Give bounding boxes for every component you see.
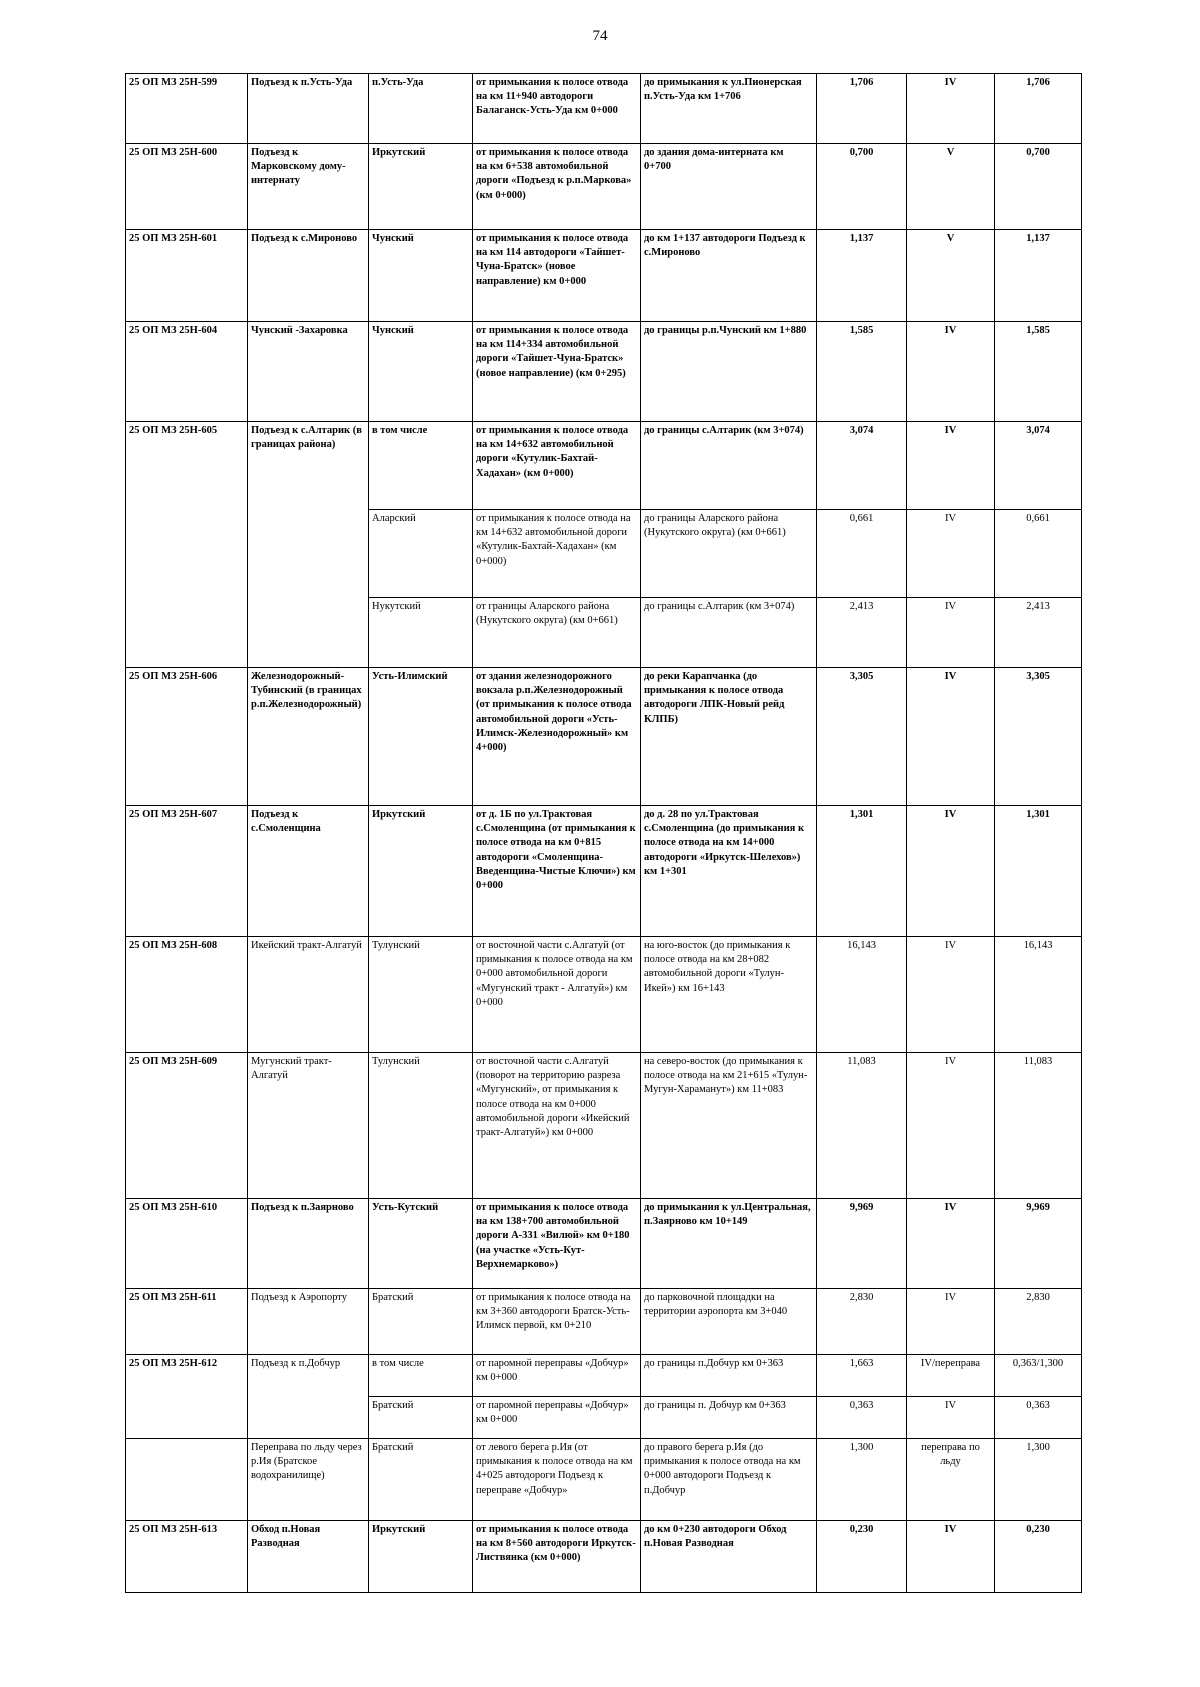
road-end: до границы с.Алтарик (км 3+074): [641, 422, 817, 510]
road-total: 2,413: [995, 598, 1082, 668]
road-end: до реки Карапчанка (до примыкания к полосе отвода автодороги ЛПК-Новый рейд КЛПБ): [641, 668, 817, 806]
road-category: IV: [907, 1053, 995, 1199]
road-length: 0,363: [817, 1397, 907, 1439]
road-start: от примыкания к полосе отвода на км 138+700 автомобильной дороги А-331 «Вилюй» км 0+180 (на участке «Усть-Кут-Верхнемарково»): [473, 1199, 641, 1289]
table-row: [126, 144, 1082, 230]
table-row: [126, 74, 1082, 144]
road-category: IV/переправа: [907, 1355, 995, 1397]
road-total: 16,143: [995, 937, 1082, 1053]
road-start: от примыкания к полосе отвода на км 6+538 автомобильной дороги «Подъезд к р.п.Маркова» (км 0+000): [473, 144, 641, 230]
road-length: 1,301: [817, 806, 907, 937]
road-district: Чунский: [369, 322, 473, 422]
road-total: 1,585: [995, 322, 1082, 422]
road-code: 25 ОП МЗ 25Н-601: [126, 230, 248, 322]
road-code: 25 ОП МЗ 25Н-611: [126, 1289, 248, 1355]
road-name: Переправа по льду через р.Ия (Братское водохранилище): [248, 1439, 369, 1521]
road-name: Обход п.Новая Разводная: [248, 1521, 369, 1593]
road-length: 1,137: [817, 230, 907, 322]
road-end: до границы п.Добчур км 0+363: [641, 1355, 817, 1397]
road-end: до здания дома-интерната км 0+700: [641, 144, 817, 230]
road-category: IV: [907, 1199, 995, 1289]
road-start: от границы Аларского района (Нукутского округа) (км 0+661): [473, 598, 641, 668]
road-code: 25 ОП МЗ 25Н-599: [126, 74, 248, 144]
road-category: IV: [907, 1289, 995, 1355]
road-length: 1,663: [817, 1355, 907, 1397]
road-length: 1,706: [817, 74, 907, 144]
road-start: от д. 1Б по ул.Трактовая с.Смоленщина (от примыкания к полосе отвода на км 0+815 автодороги «Смоленщина-Введенщина-Чистые Ключи») км 0+000: [473, 806, 641, 937]
road-district: Иркутский: [369, 1521, 473, 1593]
road-length: 2,413: [817, 598, 907, 668]
road-length: 1,585: [817, 322, 907, 422]
road-district: Усть-Кутский: [369, 1199, 473, 1289]
road-start: от восточной части с.Алгатуй (от примыкания к полосе отвода на км 0+000 автомобильной дороги «Мугунский тракт - Алгатуй») км 0+000: [473, 937, 641, 1053]
road-start: от здания железнодорожного вокзала р.п.Железнодорожный (от примыкания к полосе отвода автомобильной дороги «Усть-Илимск-Железнодорожный» км 4+000): [473, 668, 641, 806]
road-district: Братский: [369, 1439, 473, 1521]
road-end: до границы п. Добчур км 0+363: [641, 1397, 817, 1439]
road-start: от паромной переправы «Добчур» км 0+000: [473, 1355, 641, 1397]
road-total: 1,706: [995, 74, 1082, 144]
road-end: до км 0+230 автодороги Обход п.Новая Разводная: [641, 1521, 817, 1593]
road-district: в том числе: [369, 422, 473, 510]
road-category: IV: [907, 1521, 995, 1593]
road-district: Тулунский: [369, 937, 473, 1053]
road-code: 25 ОП МЗ 25Н-612: [126, 1355, 248, 1439]
road-district: Нукутский: [369, 598, 473, 668]
road-name: Подъезд к с.Алтарик (в границах района): [248, 422, 369, 668]
road-name: Подъезд к п.Заярново: [248, 1199, 369, 1289]
road-category: IV: [907, 422, 995, 510]
table-row: [126, 1355, 1082, 1397]
road-name: Чунский -Захаровка: [248, 322, 369, 422]
road-end: до км 1+137 автодороги Подъезд к с.Мироново: [641, 230, 817, 322]
road-end: до границы р.п.Чунский км 1+880: [641, 322, 817, 422]
road-end: на северо-восток (до примыкания к полосе отвода на км 21+615 «Тулун-Мугун-Хараманут») км 11+083: [641, 1053, 817, 1199]
road-district: в том числе: [369, 1355, 473, 1397]
road-name: Икейский тракт-Алгатуй: [248, 937, 369, 1053]
road-district: Братский: [369, 1397, 473, 1439]
road-length: 1,300: [817, 1439, 907, 1521]
table-row: [126, 322, 1082, 422]
road-category: IV: [907, 1397, 995, 1439]
road-name: Подъезд к с.Мироново: [248, 230, 369, 322]
road-length: 3,074: [817, 422, 907, 510]
road-district: Аларский: [369, 510, 473, 598]
page-number: 74: [592, 28, 608, 44]
road-district: Тулунский: [369, 1053, 473, 1199]
road-total: 3,305: [995, 668, 1082, 806]
road-district: п.Усть-Уда: [369, 74, 473, 144]
road-district: Братский: [369, 1289, 473, 1355]
road-length: 2,830: [817, 1289, 907, 1355]
road-total: 9,969: [995, 1199, 1082, 1289]
road-end: до парковочной площадки на территории аэропорта км 3+040: [641, 1289, 817, 1355]
table-row: [126, 937, 1082, 1053]
road-start: от примыкания к полосе отвода на км 8+560 автодороги Иркутск-Листвянка (км 0+000): [473, 1521, 641, 1593]
table-row: [126, 668, 1082, 806]
road-end: до д. 28 по ул.Трактовая с.Смоленщина (до примыкания к полосе отвода на км 14+000 автодороги «Иркутск-Шелехов») км 1+301: [641, 806, 817, 937]
road-name: Подъезд к Аэропорту: [248, 1289, 369, 1355]
road-code: 25 ОП МЗ 25Н-613: [126, 1521, 248, 1593]
table-row: [126, 806, 1082, 937]
road-length: 3,305: [817, 668, 907, 806]
table-row: [126, 1199, 1082, 1289]
road-name: Мугунский тракт-Алгатуй: [248, 1053, 369, 1199]
road-district: Усть-Илимский: [369, 668, 473, 806]
road-length: 0,661: [817, 510, 907, 598]
road-end: до правого берега р.Ия (до примыкания к полосе отвода на км 0+000 автодороги Подъезд к п.Добчур: [641, 1439, 817, 1521]
road-length: 11,083: [817, 1053, 907, 1199]
road-start: от примыкания к полосе отвода на км 114+334 автомобильной дороги «Тайшет-Чуна-Братск» (новое направление) (км 0+295): [473, 322, 641, 422]
road-category: V: [907, 230, 995, 322]
road-start: от примыкания к полосе отвода на км 3+360 автодороги Братск-Усть-Илимск первой, км 0+210: [473, 1289, 641, 1355]
road-code: 25 ОП МЗ 25Н-605: [126, 422, 248, 668]
road-total: 11,083: [995, 1053, 1082, 1199]
road-total: 3,074: [995, 422, 1082, 510]
road-code: [126, 1439, 248, 1521]
road-end: до границы Аларского района (Нукутского округа) (км 0+661): [641, 510, 817, 598]
roads-table: [125, 73, 1082, 1593]
road-start: от примыкания к полосе отвода на км 11+940 автодороги Балаганск-Усть-Уда км 0+000: [473, 74, 641, 144]
road-length: 9,969: [817, 1199, 907, 1289]
road-end: до примыкания к ул.Пионерская п.Усть-Уда км 1+706: [641, 74, 817, 144]
table-row: [126, 422, 1082, 510]
road-start: от восточной части с.Алгатуй (поворот на территорию разреза «Мугунский», от примыкания к полосе отвода на км 0+000 автомобильной дороги «Икейский тракт-Алгатуй») км 0+000: [473, 1053, 641, 1199]
road-start: от примыкания к полосе отвода на км 14+632 автомобильной дороги «Кутулик-Бахтай-Хадахан» (км 0+000): [473, 510, 641, 598]
road-district: Иркутский: [369, 806, 473, 937]
road-start: от примыкания к полосе отвода на км 114 автодороги «Тайшет-Чуна-Братск» (новое направление) км 0+000: [473, 230, 641, 322]
road-total: 0,661: [995, 510, 1082, 598]
table-row: [126, 1521, 1082, 1593]
road-length: 0,700: [817, 144, 907, 230]
road-district: Иркутский: [369, 144, 473, 230]
road-end: до примыкания к ул.Центральная, п.Заярново км 10+149: [641, 1199, 817, 1289]
road-end: до границы с.Алтарик (км 3+074): [641, 598, 817, 668]
road-total: 0,363: [995, 1397, 1082, 1439]
road-code: 25 ОП МЗ 25Н-608: [126, 937, 248, 1053]
road-code: 25 ОП МЗ 25Н-607: [126, 806, 248, 937]
road-total: 0,700: [995, 144, 1082, 230]
road-name: Подъезд к с.Смоленщина: [248, 806, 369, 937]
road-category: IV: [907, 668, 995, 806]
road-start: от левого берега р.Ия (от примыкания к полосе отвода на км 4+025 автодороги Подъезд к переправе «Добчур»: [473, 1439, 641, 1521]
road-code: 25 ОП МЗ 25Н-610: [126, 1199, 248, 1289]
road-code: 25 ОП МЗ 25Н-600: [126, 144, 248, 230]
table-row: [126, 230, 1082, 322]
road-code: 25 ОП МЗ 25Н-604: [126, 322, 248, 422]
road-category: IV: [907, 598, 995, 668]
road-end: на юго-восток (до примыкания к полосе отвода на км 28+082 автомобильной дороги «Тулун-Икей») км 16+143: [641, 937, 817, 1053]
road-category: переправа по льду: [907, 1439, 995, 1521]
road-category: IV: [907, 806, 995, 937]
table-row: [126, 1053, 1082, 1199]
road-total: 1,301: [995, 806, 1082, 937]
table-row: [126, 1289, 1082, 1355]
road-category: IV: [907, 510, 995, 598]
road-name: Подъезд к Марковскому дому-интернату: [248, 144, 369, 230]
road-category: IV: [907, 322, 995, 422]
road-name: Подъезд к п.Усть-Уда: [248, 74, 369, 144]
table-row: [126, 1439, 1082, 1521]
road-name: Железнодорожный-Тубинский (в границах р.п.Железнодорожный): [248, 668, 369, 806]
road-code: 25 ОП МЗ 25Н-606: [126, 668, 248, 806]
road-length: 16,143: [817, 937, 907, 1053]
road-total: 1,137: [995, 230, 1082, 322]
road-name: Подъезд к п.Добчур: [248, 1355, 369, 1439]
road-category: IV: [907, 74, 995, 144]
road-start: от примыкания к полосе отвода на км 14+632 автомобильной дороги «Кутулик-Бахтай-Хадахан» (км 0+000): [473, 422, 641, 510]
road-total: 0,230: [995, 1521, 1082, 1593]
road-total: 0,363/1,300: [995, 1355, 1082, 1397]
road-district: Чунский: [369, 230, 473, 322]
road-total: 2,830: [995, 1289, 1082, 1355]
road-category: IV: [907, 937, 995, 1053]
road-start: от паромной переправы «Добчур» км 0+000: [473, 1397, 641, 1439]
road-total: 1,300: [995, 1439, 1082, 1521]
road-length: 0,230: [817, 1521, 907, 1593]
road-code: 25 ОП МЗ 25Н-609: [126, 1053, 248, 1199]
road-category: V: [907, 144, 995, 230]
